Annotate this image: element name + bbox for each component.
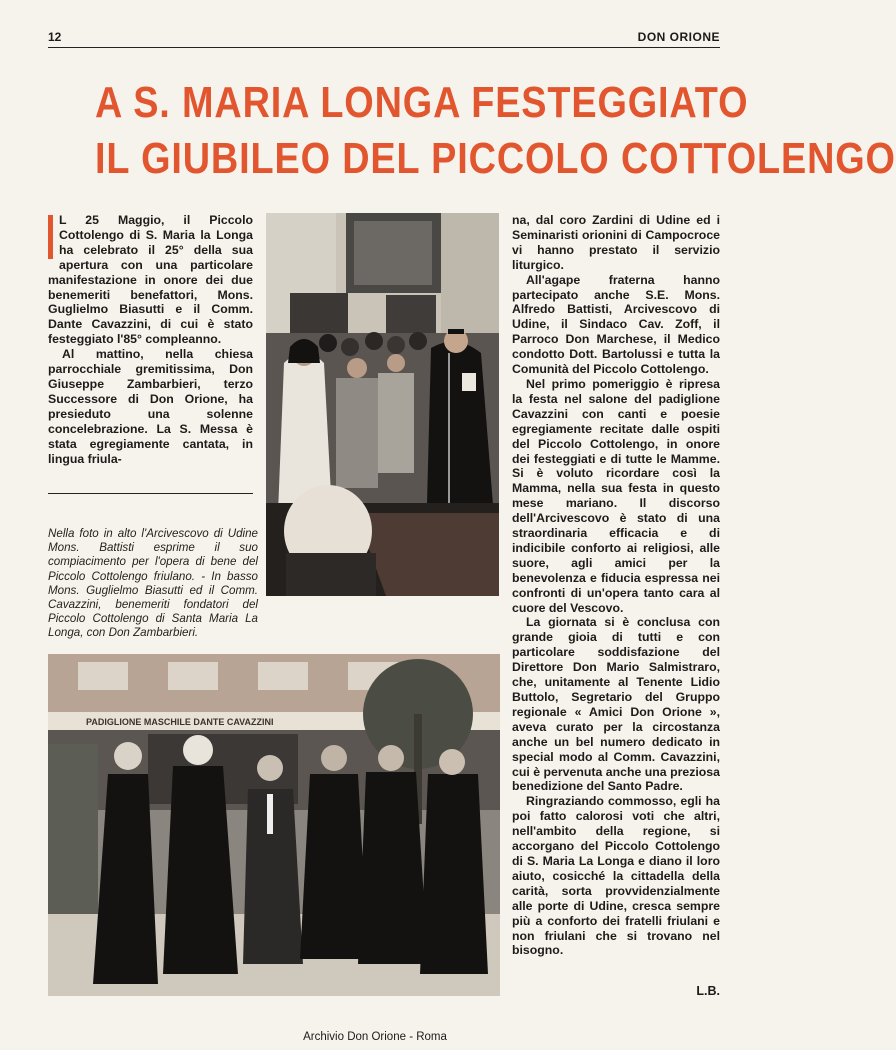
paragraph: All'agape fraterna hanno partecipato anche S.E. Mons. Alfredo Battisti, Arcivescovo di Udine, il Sindaco Cav. Zoff, il Parroco Don Marchese, il Medico condotto Dott. Bartolussi e tutta la Comunità del Piccolo Cottolengo. [512, 272, 720, 377]
archive-footer: Archivio Don Orione - Roma [303, 1031, 447, 1043]
drop-cap-bar [48, 215, 53, 259]
magazine-name: DON ORIONE [637, 30, 720, 44]
paragraph: L 25 Maggio, il Piccolo Cottolengo di S. Maria la Longa ha celebrato il 25° della sua apertura con una particolare manifestazione in onore dei due benemeriti benefattori, Mons. Guglielmo Biasutti e il Comm. Dante Cavazzini, di cui è stato festeggiato l'85° compleanno. [48, 213, 253, 347]
paragraph: Ringraziando commosso, egli ha poi fatto calorosi voti che altri, nell'ambito della regione, si accorgano del Piccolo Cottolengo di S. Maria La Longa e diano il loro aiuto, cosicché la cittadella della carità, sorta provvidenzialmente alle porte di Udine, cresca sempre più a conforto dei fratelli friulani e non friulani che si trovano nel bisogno. [512, 794, 720, 958]
page-number: 12 [48, 30, 62, 44]
paragraph: Al mattino, nella chiesa parrocchiale gremitissima, Don Giuseppe Zambarbieri, terzo Successore di Don Orione, ha presieduto una solenne concelebrazione. La S. Messa è stata egregiamente cantata, in lingua friula- [48, 347, 253, 466]
article-title-line2: IL GIUBILEO DEL PICCOLO COTTOLENGO [95, 134, 896, 183]
article-column-1 [48, 213, 253, 466]
photo-archbishop-illustration [266, 213, 499, 596]
paragraph: na, dal coro Zardini di Udine ed i Seminaristi orionini di Campocroce vi hanno prestato il servizio liturgico. [512, 213, 720, 272]
photo-group-illustration [48, 654, 500, 996]
paragraph: Nel primo pomeriggio è ripresa la festa nel salone del padiglione Cavazzini con canti e poesie egregiamente recitate dalle ospiti del Piccolo Cottolengo, in onore dei festeggiati e di tutte le Mamme. Si è voluto ricordare così la Mamma, nella sua festa in questo mese mariano. Il discorso dell'Arcivescovo è stato di una straordinaria efficacia e di indicibile conforto ai religiosi, alle suore, agli amici per la benevolenza e fiducia espressa nei confronti di un'opera tanto cara al cuore del Vescovo. [512, 376, 720, 615]
author-signature: L.B. [696, 984, 720, 998]
photo-archbishop-speaking [266, 213, 499, 596]
caption-rule [48, 493, 253, 494]
photo-caption: Nella foto in alto l'Arcivescovo di Udine Mons. Battisti esprime il suo compiacimento per l'opera di bene del Piccolo Cottolengo friulano. - In basso Mons. Guglielmo Biasutti ed il Comm. Cavazzini, benemeriti fondatori del Piccolo Cottolengo di Santa Maria La Longa, con Don Zambarbieri. [48, 527, 258, 640]
paragraph: La giornata si è conclusa con grande gioia di tutti e con particolare soddisfazione del Direttore Don Mario Salmistraro, che, unitamente al Tenente Lidio Buttolo, Segretario del Gruppo regionale « Amici Don Orione », aveva curato per la circostanza anche un bel numero dedicato in special modo al Comm. Cavazzini, cui è pervenuta anche una preziosa benedizione del Santo Padre. [512, 615, 720, 794]
building-sign: PADIGLIONE MASCHILE DANTE CAVAZZINI [86, 717, 274, 727]
photo-founders-group [48, 654, 500, 996]
article-column-3 [512, 213, 720, 958]
article-title-line1: A S. MARIA LONGA FESTEGGIATO [95, 78, 749, 127]
header-rule [48, 47, 720, 48]
